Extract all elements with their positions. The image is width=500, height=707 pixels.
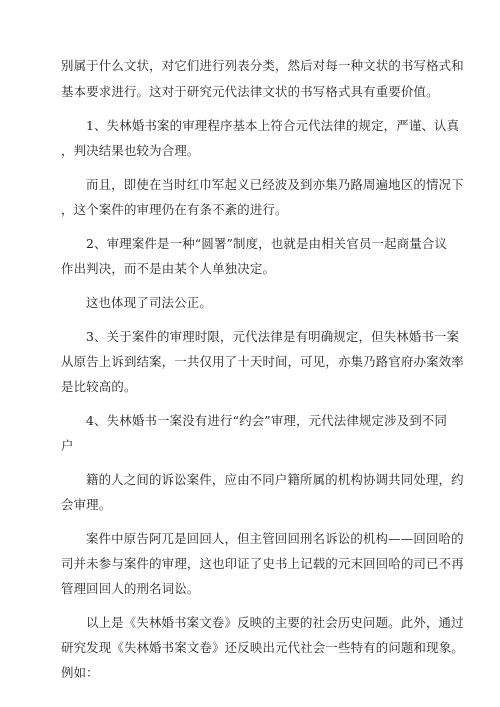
text-line: 别属于什么文状，对它们进行列表分类，然后对每一种文状的书写格式和 xyxy=(61,58,464,73)
text-line: 这也体现了司法公正。 xyxy=(86,295,212,310)
text-line: 司并未参与案件的审理，这也印证了史书上记载的元末回回哈的司已不再 xyxy=(61,556,464,571)
text-line: 管理回回人的刑名词讼。 xyxy=(61,581,200,596)
text-line: 从原告上诉到结案，一共仅用了十天时间，可见，亦集乃路官府办案效率 xyxy=(61,354,464,369)
text-line: 例如： xyxy=(61,665,99,680)
text-line: 户 xyxy=(61,438,74,453)
text-line: 案件中原告阿兀是回回人，但主管回回刑名诉讼的机构——回回哈的 xyxy=(86,531,464,546)
text-line: 基本要求进行。这对于研究元代法律文状的书写格式具有重要价值。 xyxy=(61,84,439,99)
text-line: 以上是《失林婚书案文卷》反映的主要的社会历史问题。此外，通过 xyxy=(86,615,464,630)
text-line: ，判决结果也较为合理。 xyxy=(61,143,200,158)
text-line: ，这个案件的审理仍在有条不紊的进行。 xyxy=(61,202,288,217)
text-line: 研究发现《失林婚书案文卷》还反映出元代社会一些特有的问题和现象。 xyxy=(61,640,464,655)
text-line: 3、关于案件的审理时限，元代法律是有明确规定，但失林婚书一案 xyxy=(86,329,460,344)
text-line: 2、审理案件是一种“圆署”制度，也就是由相关官员一起商量合议 xyxy=(86,236,448,251)
text-line: 而且，即使在当时红巾军起义已经波及到亦集乃路周遍地区的情况下 xyxy=(86,177,464,192)
text-line: 籍的人之间的诉讼案件，应由不同户籍所属的机构协调共同处理，约 xyxy=(86,472,464,487)
text-line: 会审理。 xyxy=(61,497,112,512)
text-line: 4、失林婚书一案没有进行“约会”审理，元代法律规定涉及到不同 xyxy=(86,413,448,428)
text-line: 是比较高的。 xyxy=(61,379,137,394)
text-line: 1、失林婚书案的审理程序基本上符合元代法律的规定，严谨、认真 xyxy=(86,118,460,133)
text-line: 作出判决，而不是由某个人单独决定。 xyxy=(61,261,276,276)
